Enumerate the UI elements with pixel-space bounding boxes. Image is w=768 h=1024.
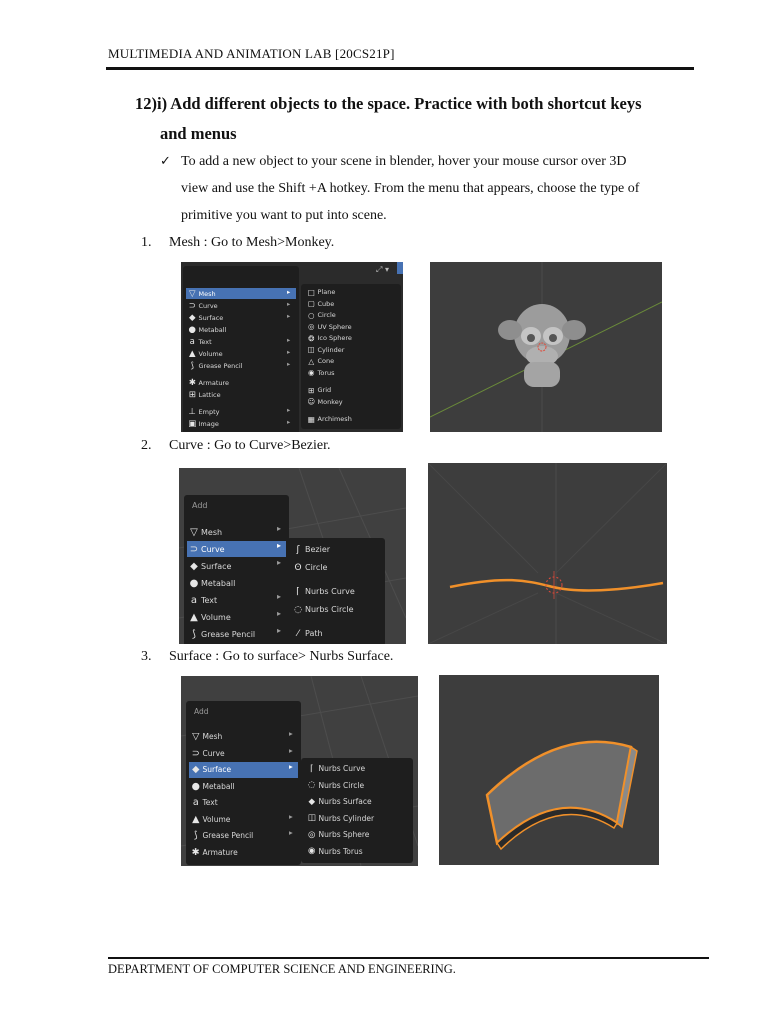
submenu-item-label: Grid: [317, 386, 332, 395]
submenu-item-label: Torus: [317, 368, 335, 377]
menu-item-metaball[interactable]: [189, 779, 298, 795]
text-icon: a: [192, 797, 199, 809]
submenu-item-label: Nurbs Cylinder: [318, 813, 375, 823]
monkey-chin: [524, 362, 560, 387]
submenu-item-path[interactable]: [291, 625, 381, 642]
menu-item-label: Armature: [202, 847, 238, 857]
menu-item-label: Surface: [201, 561, 232, 571]
submenu-arrow-icon: ▸: [287, 406, 291, 414]
submenu-arrow-icon: ▸: [289, 729, 293, 738]
menu-item-curve[interactable]: [187, 541, 286, 557]
menu-item-surface[interactable]: [186, 312, 296, 323]
submenu-arrow-icon: ▸: [277, 541, 282, 550]
menu-item-grease-pencil[interactable]: [189, 828, 298, 844]
monkey-viewport-drawing: [430, 262, 662, 432]
submenu-arrow-icon: ▸: [287, 336, 291, 344]
metaball-icon: ●: [191, 780, 200, 792]
menu-item-label: Curve: [201, 544, 225, 554]
menu-item-label: Metaball: [201, 578, 236, 588]
submenu-item-label: Path: [305, 629, 323, 638]
footer-divider: [108, 957, 709, 959]
menu-item-grease-pencil[interactable]: [186, 360, 296, 371]
step-3: [141, 649, 393, 665]
grease-pencil-icon: ⟆: [192, 628, 196, 640]
ico-sphere-icon: ❂: [308, 333, 315, 343]
monkey-right-eye: [549, 334, 557, 342]
menu-item-label: Curve: [198, 301, 218, 310]
curve-icon: ⊃: [188, 300, 196, 311]
menu-item-label: Volume: [202, 814, 231, 824]
menu-item-label: Armature: [198, 378, 230, 387]
menu-item-armature[interactable]: [189, 845, 298, 861]
menu-item-metaball[interactable]: [187, 575, 286, 591]
nurbs-surface-drawing: [439, 675, 659, 865]
menu-item-mesh[interactable]: [186, 288, 296, 299]
menu-item-text[interactable]: [187, 592, 286, 608]
submenu-arrow-icon: ▸: [287, 288, 291, 296]
volume-icon: ▲: [192, 813, 200, 825]
submenu-item-label: Nurbs Sphere: [318, 830, 370, 840]
toolbar-icon: ⤢ ▾: [376, 265, 389, 274]
submenu-arrow-icon: ▸: [289, 828, 293, 837]
surface-icon: ◆: [192, 764, 200, 776]
menu-item-volume[interactable]: [187, 609, 286, 625]
surface-icon: ◆: [190, 560, 198, 572]
intro-line-1: To add a new object to your scene in blender, hover your mouse cursor over 3D: [181, 154, 627, 169]
nurbs-circle-icon: ◌: [308, 780, 316, 791]
armature-icon: ✱: [191, 846, 200, 858]
mesh-add-menu-screenshot: [181, 262, 403, 432]
intro-line-2: view and use the Shift +A hotkey. From the menu that appears, choose the type of: [181, 181, 640, 196]
submenu-arrow-icon: ▸: [277, 626, 282, 635]
menu-item-label: Surface: [198, 313, 224, 322]
submenu-item-nurbs-curve[interactable]: [291, 583, 381, 600]
nurbs-sphere-icon: ◎: [308, 829, 316, 840]
submenu-item-nurbs-circle[interactable]: [305, 778, 409, 794]
nurbs-curve-icon: ⌈: [310, 763, 314, 774]
menu-item-label: Lattice: [198, 390, 221, 399]
armature-icon: ✱: [188, 377, 196, 388]
menu-item-surface[interactable]: [187, 558, 286, 574]
metaball-icon: ●: [189, 577, 199, 589]
path-icon: ⁄: [297, 628, 299, 639]
menu-item-label: Grease Pencil: [201, 629, 256, 639]
menu-item-mesh[interactable]: [189, 729, 298, 745]
submenu-item-label: Nurbs Surface: [318, 797, 372, 807]
menu-item-label: Mesh: [202, 732, 223, 742]
volume-icon: ▲: [190, 611, 198, 623]
monkey-left-ear: [498, 320, 522, 340]
volume-icon: ▲: [188, 348, 196, 359]
step-number: 2.: [141, 438, 152, 453]
submenu-item-label: Circle: [305, 563, 328, 572]
step-1: [141, 235, 334, 251]
step-number: 1.: [141, 235, 152, 250]
nurbs-circle-icon: ◌: [294, 604, 302, 615]
menu-item-label: Surface: [202, 765, 232, 775]
submenu-item-label: Ico Sphere: [317, 334, 352, 343]
cylinder-icon: ◫: [307, 345, 315, 355]
menu-item-label: Volume: [201, 612, 231, 622]
submenu-arrow-icon: ▸: [287, 418, 291, 426]
menu-item-grease-pencil[interactable]: [187, 626, 286, 642]
submenu-arrow-icon: ▸: [287, 348, 291, 356]
grease-pencil-icon: ⟆: [190, 360, 194, 371]
intro-line-3: primitive you want to put into scene.: [181, 208, 387, 223]
submenu-item-ico-sphere[interactable]: [305, 333, 397, 344]
submenu-item-nurbs-circle[interactable]: [291, 601, 381, 618]
metaball-icon: ●: [188, 324, 196, 335]
mesh-icon: ▽: [192, 731, 200, 743]
submenu-item-nurbs-curve[interactable]: [305, 761, 409, 777]
submenu-item-nurbs-surface[interactable]: [305, 794, 409, 810]
archimesh-icon: ▦: [307, 414, 315, 424]
curve-icon: ⊃: [189, 543, 199, 555]
submenu-item-label: Circle: [317, 311, 336, 320]
submenu-arrow-icon: ▸: [277, 558, 282, 567]
menu-item-label: Mesh: [198, 289, 216, 298]
grid-icon: ⊞: [308, 385, 315, 395]
menu-item-curve[interactable]: [186, 300, 296, 311]
nurbs-surface-viewport-screenshot: [439, 675, 659, 865]
menu-title: Add: [194, 707, 209, 716]
submenu-item-bezier[interactable]: [291, 541, 381, 558]
submenu-arrow-icon: ▸: [287, 360, 291, 368]
submenu-item-label: Nurbs Torus: [318, 846, 363, 856]
circle-icon: ○: [307, 310, 315, 320]
menu-item-label: Empty: [198, 407, 220, 416]
submenu-item-label: UV Sphere: [317, 322, 352, 331]
cube-icon: ▢: [307, 299, 315, 309]
bezier-viewport-drawing: [428, 463, 667, 644]
monkey-viewport-screenshot: [430, 262, 662, 432]
torus-icon: ◉: [307, 368, 315, 378]
department-footer: DEPARTMENT OF COMPUTER SCIENCE AND ENGINEERING.: [108, 962, 456, 976]
submenu-item-label: Archimesh: [317, 415, 352, 424]
menu-item-label: Metaball: [198, 325, 227, 334]
submenu-item-uv-sphere[interactable]: [305, 322, 397, 333]
submenu-item-label: Cylinder: [317, 345, 345, 354]
menu-item-label: Volume: [198, 349, 223, 358]
menu-item-label: Mesh: [201, 527, 223, 537]
surface-icon: ◆: [188, 312, 196, 323]
menu-item-label: Grease Pencil: [198, 361, 243, 370]
step-text: Curve : Go to Curve>Bezier.: [169, 438, 331, 453]
submenu-item-grid[interactable]: [305, 385, 397, 396]
menu-item-label: Metaball: [202, 781, 235, 791]
menu-item-text[interactable]: [189, 795, 298, 811]
cone-icon: △: [308, 356, 315, 366]
menu-item-label: Text: [201, 595, 218, 605]
submenu-arrow-icon: ▸: [277, 524, 282, 533]
image-icon: ▣: [188, 418, 197, 429]
submenu-item-monkey[interactable]: [305, 397, 397, 408]
step-2: [141, 438, 330, 454]
menu-item-label: Text: [198, 337, 212, 346]
submenu-item-archimesh[interactable]: [305, 414, 397, 425]
submenu-item-torus[interactable]: [305, 368, 397, 379]
submenu-item-cube[interactable]: [305, 299, 397, 310]
menu-item-text[interactable]: [186, 336, 296, 347]
submenu-item-circle[interactable]: [305, 310, 397, 321]
submenu-item-label: Plane: [317, 288, 336, 297]
submenu-item-nurbs-sphere[interactable]: [305, 827, 409, 843]
submenu-item-label: Nurbs Curve: [318, 764, 366, 774]
lattice-icon: ⊞: [188, 389, 196, 400]
mesh-icon: ▽: [190, 526, 198, 538]
menu-item-empty[interactable]: [186, 406, 296, 417]
submenu-item-nurbs-cylinder[interactable]: [305, 811, 409, 827]
menu-item-mesh[interactable]: [187, 524, 286, 540]
circle-icon: ʘ: [294, 562, 302, 573]
uv-sphere-icon: ◎: [307, 322, 315, 332]
submenu-item-cone[interactable]: [305, 356, 397, 367]
menu-item-metaball[interactable]: [186, 324, 296, 335]
submenu-item-label: Nurbs Circle: [318, 780, 365, 790]
nurbs-surface-top: [487, 742, 631, 843]
submenu-item-cylinder[interactable]: [305, 345, 397, 356]
text-icon: a: [190, 594, 198, 606]
plane-icon: □: [307, 287, 315, 297]
submenu-item-plane[interactable]: [305, 287, 397, 298]
nurbs-torus-icon: ◉: [308, 846, 316, 857]
menu-item-volume[interactable]: [186, 348, 296, 359]
nurbs-curve-icon: ⌈: [296, 586, 300, 597]
submenu-item-label: Monkey: [317, 397, 343, 406]
submenu-arrow-icon: ▸: [277, 609, 282, 618]
submenu-item-label: Cone: [317, 357, 335, 366]
menu-item-label: Image: [198, 419, 219, 428]
mesh-icon: ▽: [188, 288, 196, 299]
lab-header-title: MULTIMEDIA AND ANIMATION LAB [20CS21P]: [108, 46, 395, 61]
menu-item-lattice[interactable]: [186, 389, 296, 400]
step-text: Surface : Go to surface> Nurbs Surface.: [169, 649, 394, 664]
empty-icon: ⊥: [188, 406, 196, 417]
submenu-item-label: Bezier: [305, 545, 331, 554]
submenu-arrow-icon: ▸: [287, 300, 291, 308]
submenu-arrow-icon: ▸: [287, 312, 291, 320]
menu-item-armature[interactable]: [186, 377, 296, 388]
menu-item-surface[interactable]: [189, 762, 298, 778]
step-number: 3.: [141, 649, 152, 664]
monkey-right-ear: [562, 320, 586, 340]
question-title-line2: and menus: [160, 124, 237, 143]
bezier-icon: ʃ: [296, 544, 300, 555]
grease-pencil-icon: ⟆: [193, 830, 198, 842]
menu-item-label: Text: [202, 798, 218, 808]
menu-item-volume[interactable]: [189, 812, 298, 828]
submenu-item-nurbs-torus[interactable]: [305, 844, 409, 860]
monkey-left-eye: [527, 334, 535, 342]
submenu-item-label: Nurbs Curve: [305, 587, 355, 596]
surface-add-menu-screenshot: [181, 676, 418, 866]
menu-item-image[interactable]: [186, 418, 296, 429]
monkey-icon: ☺: [307, 397, 316, 407]
menu-title: Add: [192, 501, 208, 510]
menu-item-label: Curve: [202, 748, 225, 758]
submenu-arrow-icon: ▸: [277, 592, 282, 601]
bezier-viewport-screenshot: [428, 463, 667, 644]
check-mark-icon: ✓: [160, 154, 171, 169]
submenu-arrow-icon: ▸: [289, 762, 293, 771]
submenu-arrow-icon: ▸: [289, 745, 293, 755]
nurbs-surface-icon: ◆: [308, 796, 316, 807]
nurbs-cylinder-icon: ◫: [307, 813, 316, 824]
header-divider: [106, 67, 694, 70]
step-text: Mesh : Go to Mesh>Monkey.: [169, 235, 335, 250]
question-title-line1: 12)i) Add different objects to the space. Practice with both shortcut keys: [135, 94, 642, 113]
curve-add-menu-screenshot: [179, 468, 406, 644]
submenu-arrow-icon: ▸: [289, 811, 293, 821]
curve-icon: ⊃: [191, 747, 200, 759]
submenu-item-label: Nurbs Circle: [305, 605, 354, 614]
menu-item-label: Grease Pencil: [202, 831, 254, 841]
menu-item-curve[interactable]: [189, 746, 298, 762]
submenu-item-label: Cube: [317, 299, 335, 308]
submenu-item-circle[interactable]: [291, 559, 381, 576]
text-icon: a: [189, 336, 195, 347]
toolbar-button: [397, 262, 403, 274]
